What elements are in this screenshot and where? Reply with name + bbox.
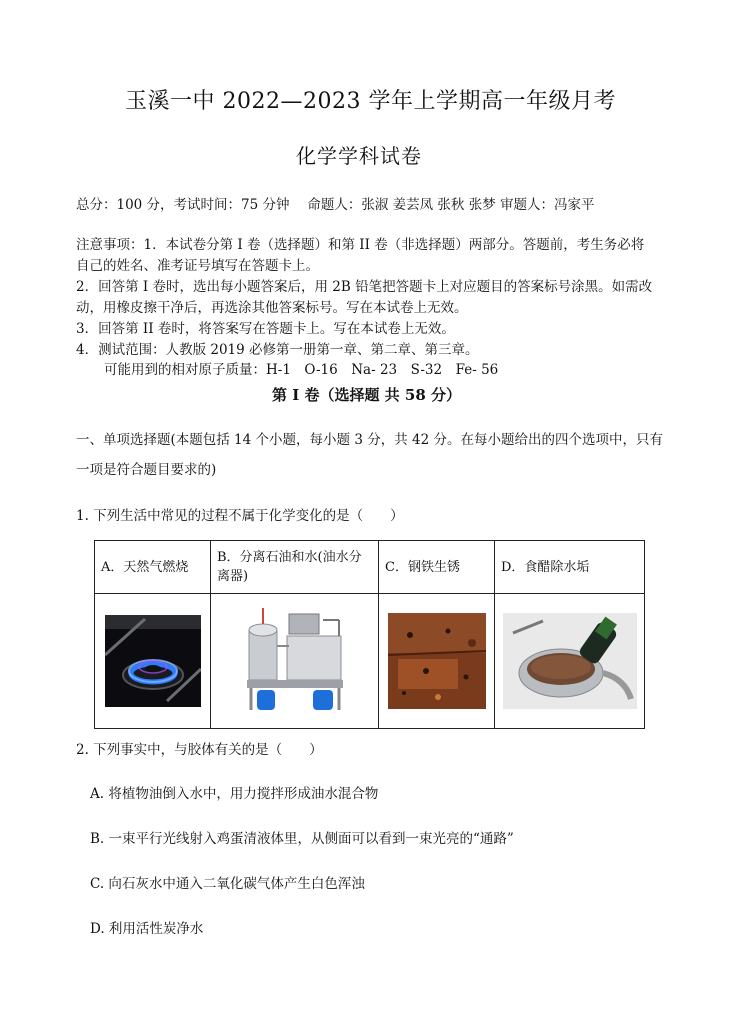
q2-option-d: D. 利用活性炭净水 [90, 921, 204, 937]
exam-title: 玉溪一中 2022—2023 学年上学期高一年级月考 [125, 89, 616, 114]
q1-option-b-image-cell [211, 594, 379, 729]
q2-option-c: C. 向石灰水中通入二氧化碳气体产生白色浑浊 [90, 876, 365, 892]
section-intro: 一、单项选择题(本题包括 14 个小题，每小题 3 分，共 42 分。在每小题给出的四个选项中，只有 [76, 432, 663, 448]
q1-option-a-label: A．天然气燃烧 [95, 541, 211, 594]
vinegar-descaling-kettle-image [503, 613, 637, 709]
q2-option-b: B. 一束平行光线射入鸡蛋清液体里，从侧面可以看到一束光亮的“通路” [90, 831, 514, 847]
note-line: 动，用橡皮擦干净后，再选涂其他答案标号。写在本试卷上无效。 [76, 300, 468, 316]
q1-option-c-image-cell [379, 594, 495, 729]
note-line: 注意事项：1．本试卷分第 I 卷（选择题）和第 II 卷（非选择题）两部分。答题前，考生务必将 [76, 237, 645, 253]
q1-option-c-label: C．钢铁生锈 [379, 541, 495, 594]
exam-meta: 总分：100 分，考试时间：75 分钟 命题人：张淑 姜芸凤 张秋 张梦 审题人：冯家平 [76, 197, 595, 213]
q1-option-d-label: D．食醋除水垢 [495, 541, 645, 594]
section-heading: 第 I 卷（选择题 共 58 分） [272, 386, 462, 404]
q1-stem: 1. 下列生活中常见的过程不属于化学变化的是（ ） [76, 508, 404, 524]
gas-stove-flame-image [105, 615, 201, 707]
q1-options-table [94, 540, 645, 729]
note-line: 4．测试范围：人教版 2019 必修第一册第一章、第二章、第三章。 [76, 342, 479, 358]
rusty-steel-image [388, 613, 486, 709]
q1-option-b-label: B．分离石油和水(油水分离器) [211, 541, 379, 594]
section-intro: 一项是符合题目要求的) [76, 462, 217, 478]
oil-water-separator-image [243, 606, 347, 716]
q2-option-a: A. 将植物油倒入水中，用力搅拌形成油水混合物 [90, 786, 379, 802]
note-line: 2．回答第 I 卷时，选出每小题答案后，用 2B 铅笔把答题卡上对应题目的答案标号涂黑。如需改 [76, 279, 653, 295]
atomic-mass-line: 可能用到的相对原子质量：H-1 O-16 Na- 23 S-32 Fe- 56 [104, 362, 499, 378]
q1-option-d-image-cell [495, 594, 645, 729]
exam-subtitle: 化学学科试卷 [296, 144, 422, 168]
note-line: 3．回答第 II 卷时，将答案写在答题卡上。写在本试卷上无效。 [76, 321, 455, 337]
note-line: 自己的姓名、准考证号填写在答题卡上。 [76, 258, 319, 274]
q1-option-a-image-cell [95, 594, 211, 729]
q2-stem: 2. 下列事实中，与胶体有关的是（ ） [76, 742, 323, 758]
